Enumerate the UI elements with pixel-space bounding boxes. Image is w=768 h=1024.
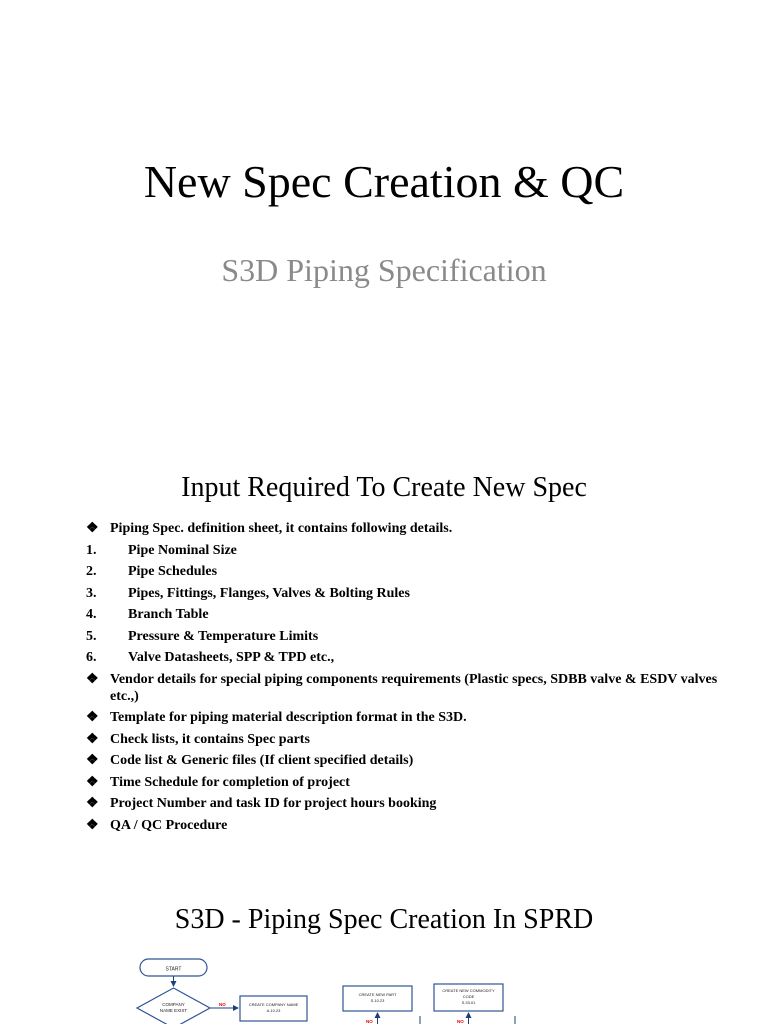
flow-decision-label: COMPANY [162, 1002, 185, 1007]
list-item [86, 817, 736, 834]
list-item-text: Branch Table [128, 607, 209, 622]
flow-create-commodity-label: CREATE NEW COMMODITY [442, 988, 495, 993]
requirements-list [86, 520, 736, 838]
flow-start-label: START [165, 966, 182, 973]
bullet-icon: ❖ [86, 774, 99, 790]
list-item [86, 752, 736, 769]
list-item [86, 585, 736, 602]
list-number: 2. [86, 564, 97, 579]
list-number: 4. [86, 607, 97, 622]
list-item [86, 628, 736, 645]
flow-no-label: NO [366, 1019, 373, 1024]
flow-no-label: NO [457, 1019, 464, 1024]
list-number: 6. [86, 650, 97, 665]
list-item-text: Pressure & Temperature Limits [128, 628, 319, 644]
input-section-title: Input Required To Create New Spec [181, 472, 587, 503]
flow-create-company-label: A.10.23 [266, 1008, 281, 1013]
flow-no-label: NO [219, 1002, 226, 1007]
flowchart-section-title: S3D - Piping Spec Creation In SPRD [174, 904, 594, 935]
list-item [86, 649, 736, 666]
list-number: 1. [86, 542, 97, 558]
bullet-icon: ❖ [86, 710, 99, 725]
list-item [86, 731, 736, 748]
list-item [86, 606, 736, 623]
list-item-text: Piping Spec. definition sheet, it contains following details. [110, 521, 453, 536]
list-item-text: Vendor details for special piping components requirements (Plastic specs, SDBB valve & ESDV valves etc.,) [110, 671, 718, 704]
list-item-text: Time Schedule for completion of project [110, 774, 350, 790]
bullet-icon: ❖ [86, 796, 99, 811]
list-item-text: Template for piping material description format in the S3D. [110, 710, 467, 725]
list-item-text: Valve Datasheets, SPP & TPD etc., [128, 650, 335, 665]
bullet-icon: ❖ [86, 731, 99, 747]
list-number: 3. [86, 585, 97, 601]
flow-create-commodity-label: CODE [462, 994, 475, 999]
list-item [86, 795, 736, 812]
list-item-text: Code list & Generic files (If client specified details) [110, 753, 414, 768]
bullet-icon: ❖ [86, 753, 99, 768]
list-number: 5. [86, 628, 97, 644]
list-item [86, 671, 736, 705]
list-item [86, 520, 736, 537]
list-item-text: Pipes, Fittings, Flanges, Valves & Bolting Rules [128, 585, 410, 601]
list-item-text: QA / QC Procedure [110, 817, 228, 833]
list-item [86, 563, 736, 580]
flow-create-commodity-label: S.33.01 [461, 1000, 476, 1005]
slide-title: New Spec Creation & QC [143, 156, 625, 207]
flow-create-company-label: CREATE COMPANY NAME [248, 1002, 299, 1007]
slide-subtitle: S3D Piping Specification [221, 252, 547, 288]
flowchart [0, 950, 768, 1024]
bullet-icon: ❖ [86, 817, 99, 833]
list-item [86, 542, 736, 559]
list-item-text: Project Number and task ID for project hours booking [110, 796, 437, 811]
flow-create-part-label: S.10.23 [370, 998, 385, 1003]
list-item [86, 774, 736, 791]
bullet-icon: ❖ [86, 521, 99, 536]
flow-decision-label: NAME EXIST [159, 1008, 188, 1013]
flow-create-part-label: CREATE NEW PART [358, 992, 397, 997]
list-item [86, 709, 736, 726]
bullet-icon: ❖ [86, 671, 99, 687]
list-item-text: Pipe Nominal Size [128, 542, 237, 558]
list-item-text: Pipe Schedules [128, 564, 218, 579]
list-item-text: Check lists, it contains Spec parts [110, 731, 310, 747]
